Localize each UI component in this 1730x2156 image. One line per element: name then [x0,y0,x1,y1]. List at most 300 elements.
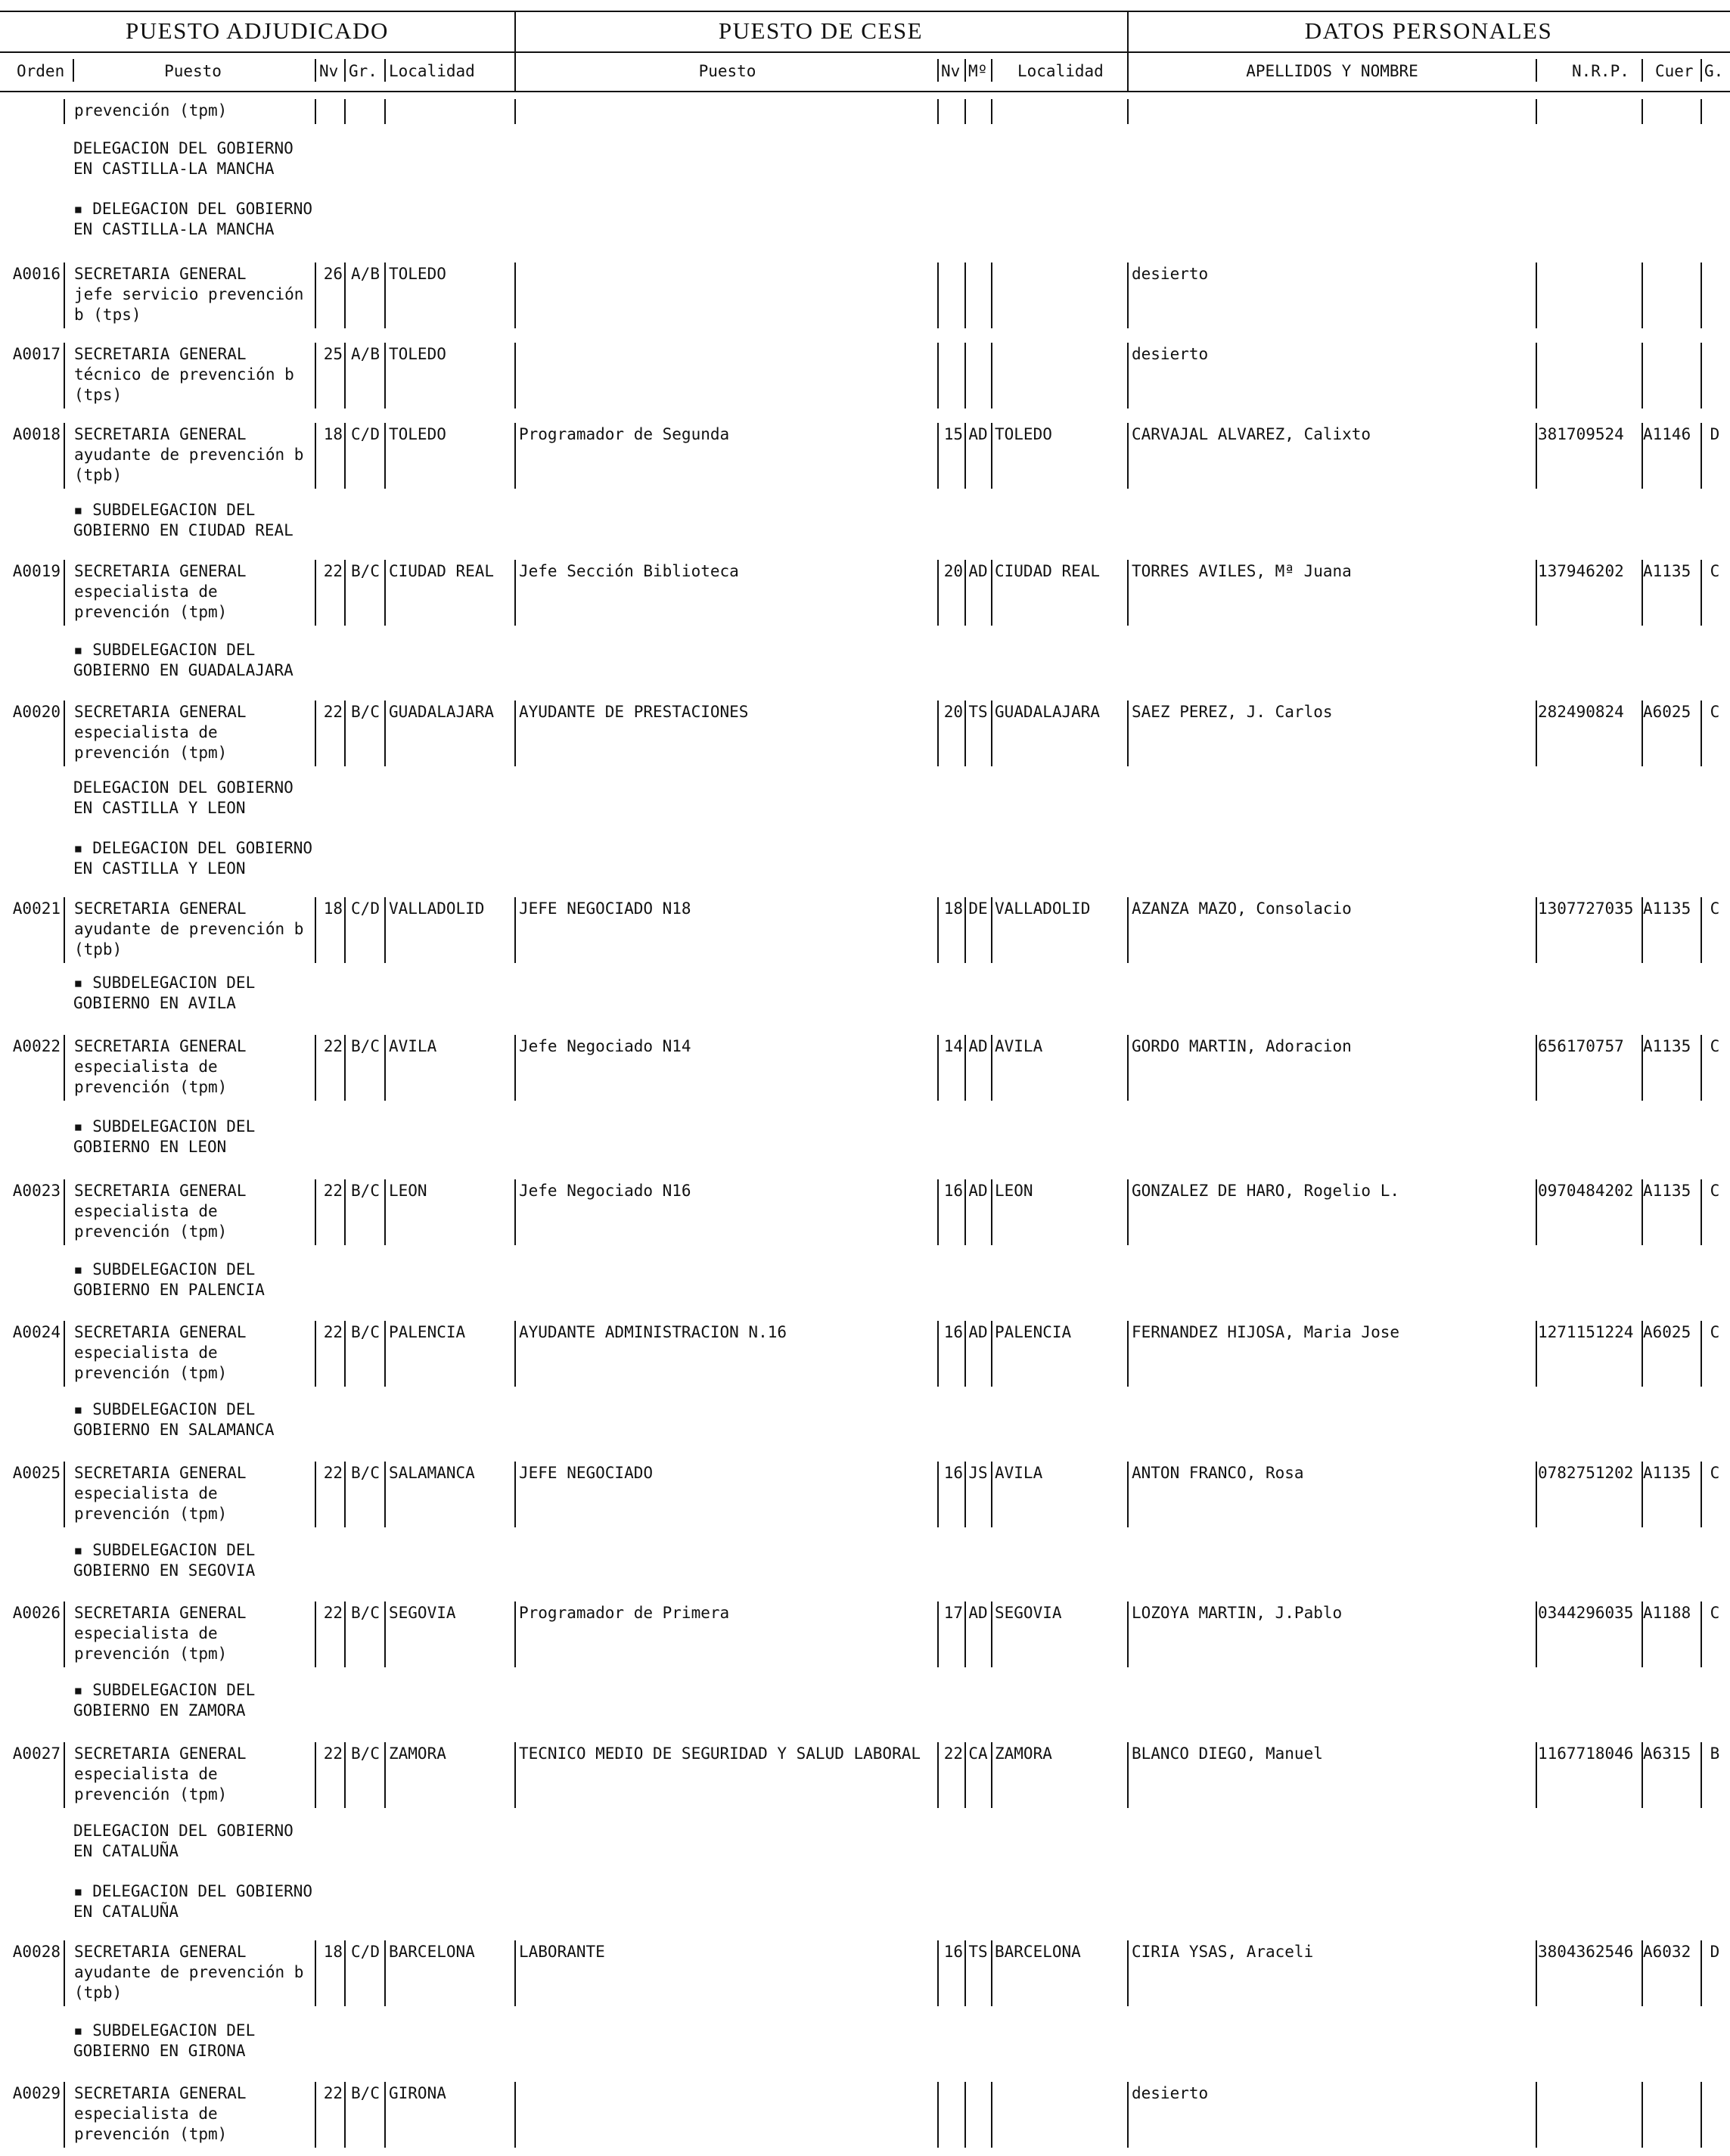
column-rule [514,263,516,328]
column-rule [384,423,386,489]
column-rule [514,1321,516,1387]
column-rule [991,1742,992,1808]
column-rule [1127,1035,1129,1101]
organism-heading: ▪ SUBDELEGACION DEL GOBIERNO EN AVILA [73,974,256,1012]
organism-heading: ▪ SUBDELEGACION DEL GOBIERNO EN SALAMANCA [73,1400,275,1439]
column-rule [991,343,992,409]
puesto-cese-cell: Programador de Segunda [519,425,730,443]
organism-heading: ▪ DELEGACION DEL GOBIERNO EN CASTILLA Y LEON [73,839,313,878]
orden-cell: A0023 [12,1182,61,1200]
column-rule [64,423,65,489]
column-rule [991,1321,992,1387]
modo-cese-cell: JS [968,1464,988,1482]
localidad-cese-cell: AVILA [995,1037,1043,1055]
grupo-personal-cell: C [1710,562,1720,580]
column-rule [64,1462,65,1527]
column-rule [384,1321,386,1387]
column-rule [1700,2082,1702,2148]
grupo-personal-cell: C [1710,1037,1720,1055]
apellidos-nombre-cell: desierto [1132,2084,1209,2102]
column-rule [64,343,65,409]
column-rule [991,1462,992,1527]
column-rule [1536,1601,1537,1667]
column-rule [344,1742,346,1808]
cuerpo-cell: A6032 [1643,1943,1691,1961]
puesto-cell: SECRETARIA GENERAL ayudante de prevención b (tpb) [74,899,304,958]
column-rule [384,897,386,963]
column-rule [1536,2082,1537,2148]
col-header-divider [1536,59,1537,82]
column-rule [384,263,386,328]
column-rule [1641,263,1643,328]
localidad-cese-cell: SEGOVIA [995,1604,1062,1622]
nrp-cell: 1307727035 [1538,899,1634,918]
column-rule [1700,343,1702,409]
nrp-cell: 0344296035 [1538,1604,1634,1622]
puesto-cell: SECRETARIA GENERAL técnico de prevención b (tps) [74,345,294,404]
column-rule [1536,1462,1537,1527]
section-title-puesto-cese: PUESTO DE CESE [718,17,924,44]
puesto-cell: SECRETARIA GENERAL especialista de prevención (tpm) [74,703,247,762]
organism-heading: ▪ SUBDELEGACION DEL GOBIERNO EN CIUDAD REAL [73,501,294,539]
column-rule [991,99,992,124]
column-rule [344,1179,346,1245]
organism-heading: ▪ SUBDELEGACION DEL GOBIERNO EN SEGOVIA [73,1541,256,1580]
column-rule [344,343,346,409]
column-rule [1536,99,1537,124]
nivel-cell: 18 [323,899,343,918]
col-header-divider [344,59,346,82]
column-rule [1641,99,1643,124]
apellidos-nombre-cell: GONZALEZ DE HARO, Rogelio L. [1132,1182,1400,1200]
column-rule [1536,1035,1537,1101]
nrp-cell: 3804362546 [1538,1943,1634,1961]
localidad-cese-cell: TOLEDO [995,425,1052,443]
nivel-cese-cell: 20 [943,703,963,721]
localidad-cese-cell: PALENCIA [995,1323,1072,1341]
column-rule [1536,560,1537,626]
column-rule [1700,1462,1702,1527]
puesto-cese-cell: Jefe Negociado N16 [519,1182,691,1200]
nrp-cell: 0782751202 [1538,1464,1634,1482]
grupo-personal-cell: C [1710,899,1720,918]
column-rule [64,1940,65,2006]
column-rule [991,423,992,489]
grupo-personal-cell: D [1710,425,1720,443]
column-rule [384,1940,386,2006]
puesto-cese-cell: Programador de Primera [519,1604,730,1622]
column-rule [1641,2082,1643,2148]
col-header-divider [1700,59,1702,82]
localidad-cese-cell: LEON [995,1182,1033,1200]
column-rule [384,99,386,124]
col-header-divider [384,59,386,82]
localidad-cell: TOLEDO [389,425,446,443]
cuerpo-cell: A1135 [1643,1037,1691,1055]
organism-heading: DELEGACION DEL GOBIERNO EN CASTILLA-LA MANCHA [73,139,294,178]
orden-cell: A0019 [12,562,61,580]
orden-cell: A0021 [12,899,61,918]
cuerpo-cell: A6025 [1643,1323,1691,1341]
nivel-cese-cell: 22 [943,1744,963,1763]
col-header-nrp: N.R.P. [1572,62,1629,80]
organism-heading: ▪ SUBDELEGACION DEL GOBIERNO EN GUADALAJARA [73,641,294,679]
localidad-cese-cell: BARCELONA [995,1943,1081,1961]
column-rule [64,1742,65,1808]
cuerpo-cell: A1135 [1643,562,1691,580]
column-rule [1700,560,1702,626]
column-rule [1127,1940,1129,2006]
column-rule [1700,263,1702,328]
column-rule [64,99,65,124]
column-rule [514,1035,516,1101]
orden-cell: A0018 [12,425,61,443]
column-rule [937,99,939,124]
nrp-cell: 381709524 [1538,425,1624,443]
column-rule [991,1601,992,1667]
apellidos-nombre-cell: FERNANDEZ HIJOSA, Maria Jose [1132,1323,1400,1341]
section-title-datos-personales: DATOS PERSONALES [1304,17,1553,44]
nrp-cell: 1167718046 [1538,1744,1634,1763]
grupo-cell: B/C [351,703,380,721]
grupo-cell: C/D [351,899,380,918]
column-rule [991,1940,992,2006]
column-rule [64,1601,65,1667]
column-rule [514,701,516,766]
nrp-cell: 1271151224 [1538,1323,1634,1341]
nrp-cell: 282490824 [1538,703,1624,721]
column-rule [1536,1742,1537,1808]
puesto-cell: SECRETARIA GENERAL especialista de prevención (tpm) [74,2084,247,2143]
column-rule [514,99,516,124]
section-title-puesto-adjudicado: PUESTO ADJUDICADO [126,17,389,44]
column-rule [344,1035,346,1101]
nivel-cese-cell: 16 [943,1943,963,1961]
column-rule [991,560,992,626]
cuerpo-cell: A1135 [1643,899,1691,918]
column-rule [344,423,346,489]
column-rule [384,1462,386,1527]
col-header-localidad-cese: Localidad [1017,62,1104,80]
puesto-cell: SECRETARIA GENERAL ayudante de prevención b (tpb) [74,1943,304,2002]
nivel-cell: 18 [323,425,343,443]
cuerpo-cell: A6025 [1643,703,1691,721]
column-rule [1127,1179,1129,1245]
column-rule [1641,343,1643,409]
organism-heading: DELEGACION DEL GOBIERNO EN CATALUÑA [73,1822,294,1860]
column-rule [64,1321,65,1387]
column-rule [1700,701,1702,766]
nivel-cell: 22 [323,703,343,721]
column-rule [384,1035,386,1101]
column-rule [1536,701,1537,766]
localidad-cell: AVILA [389,1037,437,1055]
apellidos-nombre-cell: desierto [1132,265,1209,283]
column-rule [1127,263,1129,328]
column-rule [344,1321,346,1387]
column-rule [384,2082,386,2148]
column-rule [1536,1940,1537,2006]
cuerpo-cell: A1188 [1643,1604,1691,1622]
column-rule [991,1035,992,1101]
puesto-cell: SECRETARIA GENERAL especialista de prevención (tpm) [74,1182,247,1241]
grupo-cell: B/C [351,1323,380,1341]
grupo-personal-cell: C [1710,703,1720,721]
column-rule [344,897,346,963]
nivel-cell: 22 [323,1464,343,1482]
orden-cell: A0026 [12,1604,61,1622]
nivel-cese-cell: 18 [943,899,963,918]
grupo-cell: B/C [351,1464,380,1482]
column-rule [1700,1321,1702,1387]
nivel-cell: 25 [323,345,343,363]
puesto-cese-cell: Jefe Sección Biblioteca [519,562,739,580]
localidad-cese-cell: VALLADOLID [995,899,1091,918]
column-rule [964,343,966,409]
grupo-personal-cell: B [1710,1744,1720,1763]
nivel-cese-cell: 16 [943,1323,963,1341]
nivel-cell: 22 [323,1744,343,1763]
puesto-cell: SECRETARIA GENERAL especialista de prevención (tpm) [74,1464,247,1523]
orden-cell: A0024 [12,1323,61,1341]
grupo-personal-cell: D [1710,1943,1720,1961]
modo-cese-cell: AD [968,1604,988,1622]
apellidos-nombre-cell: BLANCO DIEGO, Manuel [1132,1744,1323,1763]
grupo-cell: C/D [351,1943,380,1961]
column-rule [384,701,386,766]
column-rule [344,263,346,328]
grupo-personal-cell: C [1710,1464,1720,1482]
localidad-cell: VALLADOLID [389,899,485,918]
localidad-cese-cell: GUADALAJARA [995,703,1101,721]
col-header-gr: Gr. [349,62,377,80]
column-rule [991,701,992,766]
column-rule [384,1601,386,1667]
column-rule [64,560,65,626]
column-rule [1127,1462,1129,1527]
column-rule [64,2082,65,2148]
column-rule [514,1601,516,1667]
grupo-personal-cell: C [1710,1323,1720,1341]
column-rule [384,1179,386,1245]
column-rule [937,2082,939,2148]
column-rule [1127,1601,1129,1667]
col-header-orden: Orden [17,62,65,80]
organism-heading: ▪ DELEGACION DEL GOBIERNO EN CASTILLA-LA MANCHA [73,200,313,238]
apellidos-nombre-cell: desierto [1132,345,1209,363]
modo-cese-cell: TS [968,703,988,721]
orden-cell: A0028 [12,1943,61,1961]
nivel-cell: 26 [323,265,343,283]
column-rule [964,99,966,124]
col-header-puesto: Puesto [164,62,222,80]
column-rule [1700,423,1702,489]
grupo-cell: A/B [351,345,380,363]
column-rule [964,263,966,328]
column-rule [991,1179,992,1245]
orden-cell: A0017 [12,345,61,363]
grupo-cell: C/D [351,425,380,443]
nivel-cese-cell: 16 [943,1182,963,1200]
col-header-divider [964,59,966,82]
nivel-cese-cell: 16 [943,1464,963,1482]
puesto-cell: SECRETARIA GENERAL especialista de prevención (tpm) [74,562,247,621]
orden-cell: A0016 [12,265,61,283]
nivel-cell: 22 [323,1604,343,1622]
orden-cell: A0025 [12,1464,61,1482]
column-rule [344,701,346,766]
col-header-divider [1641,59,1643,82]
column-rule [1536,343,1537,409]
grupo-cell: B/C [351,1744,380,1763]
localidad-cell: LEON [389,1182,427,1200]
col-header-nv: Nv [319,62,339,80]
column-rule [1700,1940,1702,2006]
nivel-cell: 22 [323,562,343,580]
localidad-cell: ZAMORA [389,1744,446,1763]
localidad-cell: CIUDAD REAL [389,562,495,580]
column-rule [64,701,65,766]
puesto-cell: SECRETARIA GENERAL ayudante de prevención b (tpb) [74,425,304,484]
column-rule [384,560,386,626]
column-rule [514,1462,516,1527]
modo-cese-cell: CA [968,1744,988,1763]
column-rule [64,1179,65,1245]
nivel-cell: 18 [323,1943,343,1961]
section-divider [514,11,516,91]
column-rule [1127,423,1129,489]
column-rule [991,2082,992,2148]
puesto-cell: SECRETARIA GENERAL jefe servicio prevención b (tps) [74,265,304,324]
column-rule [64,1035,65,1101]
column-rule [1700,1179,1702,1245]
grupo-cell: A/B [351,265,380,283]
column-rule [1700,1601,1702,1667]
col-header-divider [315,59,316,82]
grupo-cell: B/C [351,1604,380,1622]
puesto-cese-cell: TECNICO MEDIO DE SEGURIDAD Y SALUD LABORAL [519,1744,921,1763]
column-rule [514,560,516,626]
modo-cese-cell: DE [968,899,988,918]
nivel-cese-cell: 14 [943,1037,963,1055]
col-header-cuer: Cuer [1655,62,1694,80]
col-header-divider [937,59,939,82]
localidad-cese-cell: ZAMORA [995,1744,1052,1763]
localidad-cell: GUADALAJARA [389,703,495,721]
puesto-cese-cell: AYUDANTE ADMINISTRACION N.16 [519,1323,787,1341]
column-rule [64,263,65,328]
col-header-localidad: Localidad [389,62,475,80]
organism-heading: ▪ SUBDELEGACION DEL GOBIERNO EN GIRONA [73,2021,256,2060]
column-rule [1536,423,1537,489]
puesto-cese-cell: JEFE NEGOCIADO N18 [519,899,691,918]
apellidos-nombre-cell: LOZOYA MARTIN, J.Pablo [1132,1604,1343,1622]
header-bottom-rule [0,91,1730,92]
column-rule [514,2082,516,2148]
localidad-cell: TOLEDO [389,265,446,283]
column-rule [1127,99,1129,124]
column-rule [937,263,939,328]
nivel-cese-cell: 20 [943,562,963,580]
localidad-cell: PALENCIA [389,1323,466,1341]
column-rule [1700,99,1702,124]
column-rule [1127,701,1129,766]
section-divider [1127,11,1129,91]
column-rule [384,343,386,409]
nivel-cell: 22 [323,1323,343,1341]
col-header-nv-cese: Nv [941,62,961,80]
column-rule [344,560,346,626]
puesto-cell: SECRETARIA GENERAL especialista de prevención (tpm) [74,1604,247,1663]
organism-heading: ▪ SUBDELEGACION DEL GOBIERNO EN ZAMORA [73,1681,256,1720]
modo-cese-cell: TS [968,1943,988,1961]
col-header-g: G. [1704,62,1724,80]
nrp-cell: 656170757 [1538,1037,1624,1055]
column-rule [344,1462,346,1527]
column-rule [344,1940,346,2006]
column-rule [937,343,939,409]
column-rule [964,2082,966,2148]
col-header-m: Mº [968,62,988,80]
column-rule [514,423,516,489]
apellidos-nombre-cell: CARVAJAL ALVAREZ, Calixto [1132,425,1371,443]
cuerpo-cell: A1135 [1643,1464,1691,1482]
organism-heading: ▪ DELEGACION DEL GOBIERNO EN CATALUÑA [73,1882,313,1921]
column-rule [514,1742,516,1808]
grupo-cell: B/C [351,1182,380,1200]
col-header-puesto-cese: Puesto [698,62,756,80]
column-rule [991,263,992,328]
column-rule [1127,2082,1129,2148]
localidad-cell: BARCELONA [389,1943,475,1961]
column-rule [315,99,316,124]
orden-cell: A0029 [12,2084,61,2102]
localidad-cell: SALAMANCA [389,1464,475,1482]
grupo-cell: B/C [351,1037,380,1055]
column-rule [514,897,516,963]
column-rule [514,343,516,409]
puesto-cese-cell: JEFE NEGOCIADO [519,1464,654,1482]
localidad-cese-cell: CIUDAD REAL [995,562,1101,580]
organism-heading: DELEGACION DEL GOBIERNO EN CASTILLA Y LEON [73,778,294,817]
column-rule [64,897,65,963]
column-rule [1127,1742,1129,1808]
modo-cese-cell: AD [968,1323,988,1341]
column-rule [991,897,992,963]
nrp-cell: 0970484202 [1538,1182,1634,1200]
organism-heading: ▪ SUBDELEGACION DEL GOBIERNO EN LEON [73,1117,256,1156]
nivel-cese-cell: 17 [943,1604,963,1622]
modo-cese-cell: AD [968,562,988,580]
apellidos-nombre-cell: CIRIA YSAS, Araceli [1132,1943,1314,1961]
cuerpo-cell: A6315 [1643,1744,1691,1763]
apellidos-nombre-cell: AZANZA MAZO, Consolacio [1132,899,1352,918]
cuerpo-cell: A1146 [1643,425,1691,443]
apellidos-nombre-cell: GORDO MARTIN, Adoracion [1132,1037,1352,1055]
nivel-cell: 22 [323,1182,343,1200]
column-rule [1127,1321,1129,1387]
localidad-cese-cell: AVILA [995,1464,1043,1482]
puesto-cese-cell: Jefe Negociado N14 [519,1037,691,1055]
localidad-cell: GIRONA [389,2084,446,2102]
column-rule [344,2082,346,2148]
grupo-cell: B/C [351,2084,380,2102]
puesto-cell: SECRETARIA GENERAL especialista de prevención (tpm) [74,1323,247,1382]
puesto-cese-cell: LABORANTE [519,1943,605,1961]
col-header-apellidos-nombre: APELLIDOS Y NOMBRE [1246,62,1418,80]
modo-cese-cell: AD [968,1037,988,1055]
organism-heading: ▪ SUBDELEGACION DEL GOBIERNO EN PALENCIA [73,1260,265,1299]
